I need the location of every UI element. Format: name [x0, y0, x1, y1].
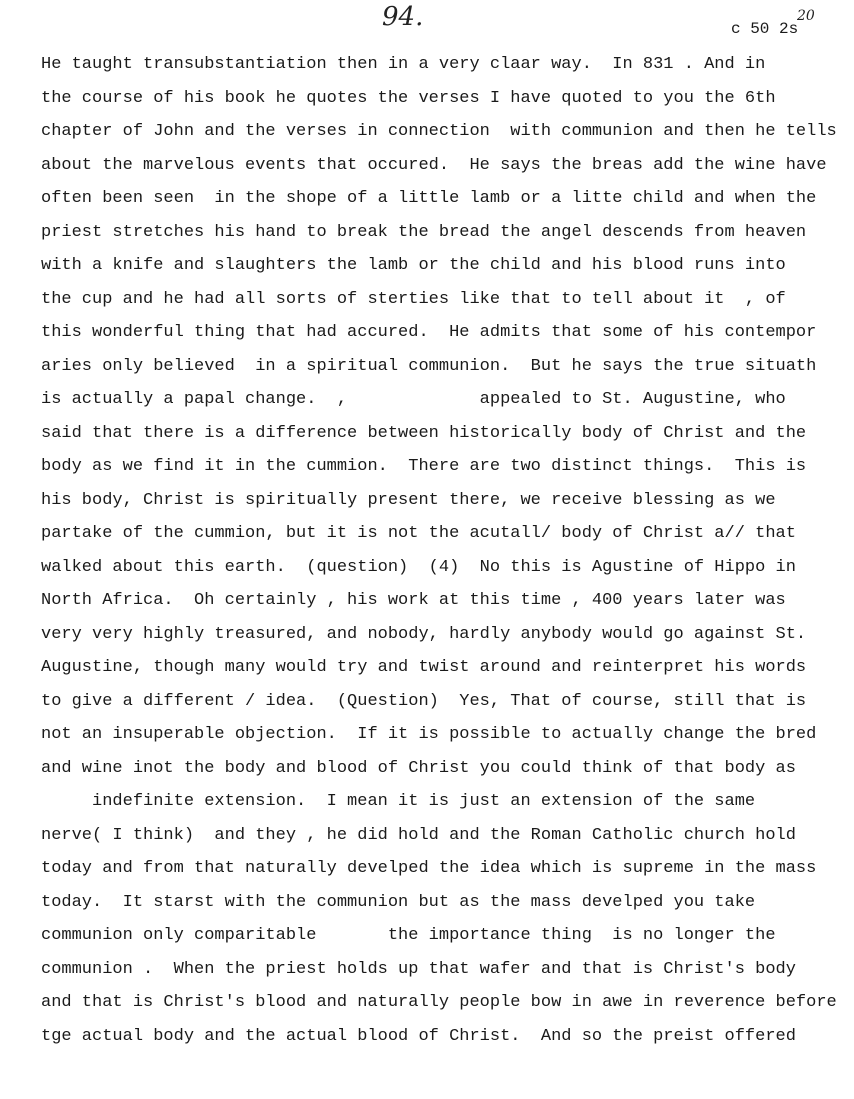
reference-code: c 50 2s	[731, 20, 799, 38]
text-line: this wonderful thing that had accured. He admits that some of his contempor	[41, 323, 817, 342]
text-line: to give a different / idea. (Question) Yes, That of course, still that is	[41, 691, 807, 711]
text-line: chapter of John and the verses in connection with communion and then he tells	[41, 122, 837, 141]
text-line: often been seen in the shope of a little lamb or a litte child and when the	[41, 189, 817, 208]
text-line: very very highly treasured, and nobody, hardly anybody would go against St.	[41, 624, 807, 644]
text-line: his body, Christ is spiritually present there, we receive blessing as we	[41, 490, 776, 510]
text-line: today. It starst with the communion but as the mass develped you take	[41, 892, 756, 912]
text-line: communion only comparitable the importance thing is no longer the	[41, 926, 776, 945]
typed-transcript-body	[41, 48, 837, 1053]
handwritten-page-number: 94.	[382, 2, 424, 32]
text-line: is actually a papal change. , appealed to St. Augustine, who	[41, 390, 786, 409]
handwritten-corner-number: 20	[797, 8, 815, 24]
text-line: He taught transubstantiation then in a very claar way. In 831 . And in	[41, 55, 766, 74]
text-line: walked about this earth. (question) (4) No this is Agustine of Hippo in	[41, 557, 796, 577]
text-line: aries only believed in a spiritual communion. But he says the true situath	[41, 356, 817, 376]
text-line: about the marvelous events that occured. He says the breas add the wine have	[41, 155, 827, 175]
text-line: today and from that naturally develped the idea which is supreme in the mass	[41, 859, 817, 878]
text-line: and wine inot the body and blood of Christ you could think of that body as	[41, 758, 796, 778]
text-line: not an insuperable objection. If it is possible to actually change the bred	[41, 725, 817, 744]
text-line: the cup and he had all sorts of sterties like that to tell about it , of	[41, 289, 786, 309]
text-line: body as we find it in the cummion. There are two distinct things. This is	[41, 457, 807, 476]
text-line: said that there is a difference between historically body of Christ and the	[41, 423, 807, 443]
text-line: priest stretches his hand to break the bread the angel descends from heaven	[41, 222, 807, 242]
text-line: tge actual body and the actual blood of Christ. And so the preist offered	[41, 1026, 796, 1046]
text-line: North Africa. Oh certainly , his work at this time , 400 years later was	[41, 591, 786, 610]
text-line: partake of the cummion, but it is not the acutall/ body of Christ a// that	[41, 524, 796, 543]
text-line: communion . When the priest holds up that wafer and that is Christ's body	[41, 959, 796, 979]
text-line: with a knife and slaughters the lamb or the child and his blood runs into	[41, 256, 786, 275]
text-line: and that is Christ's blood and naturally people bow in awe in reverence before	[41, 993, 837, 1012]
text-line: the course of his book he quotes the verses I have quoted to you the 6th	[41, 88, 776, 108]
text-line: indefinite extension. I mean it is just an extension of the same	[41, 792, 756, 811]
text-line: nerve( I think) and they , he did hold and the Roman Catholic church hold	[41, 825, 796, 845]
text-line: Augustine, though many would try and twist around and reinterpret his words	[41, 658, 807, 677]
